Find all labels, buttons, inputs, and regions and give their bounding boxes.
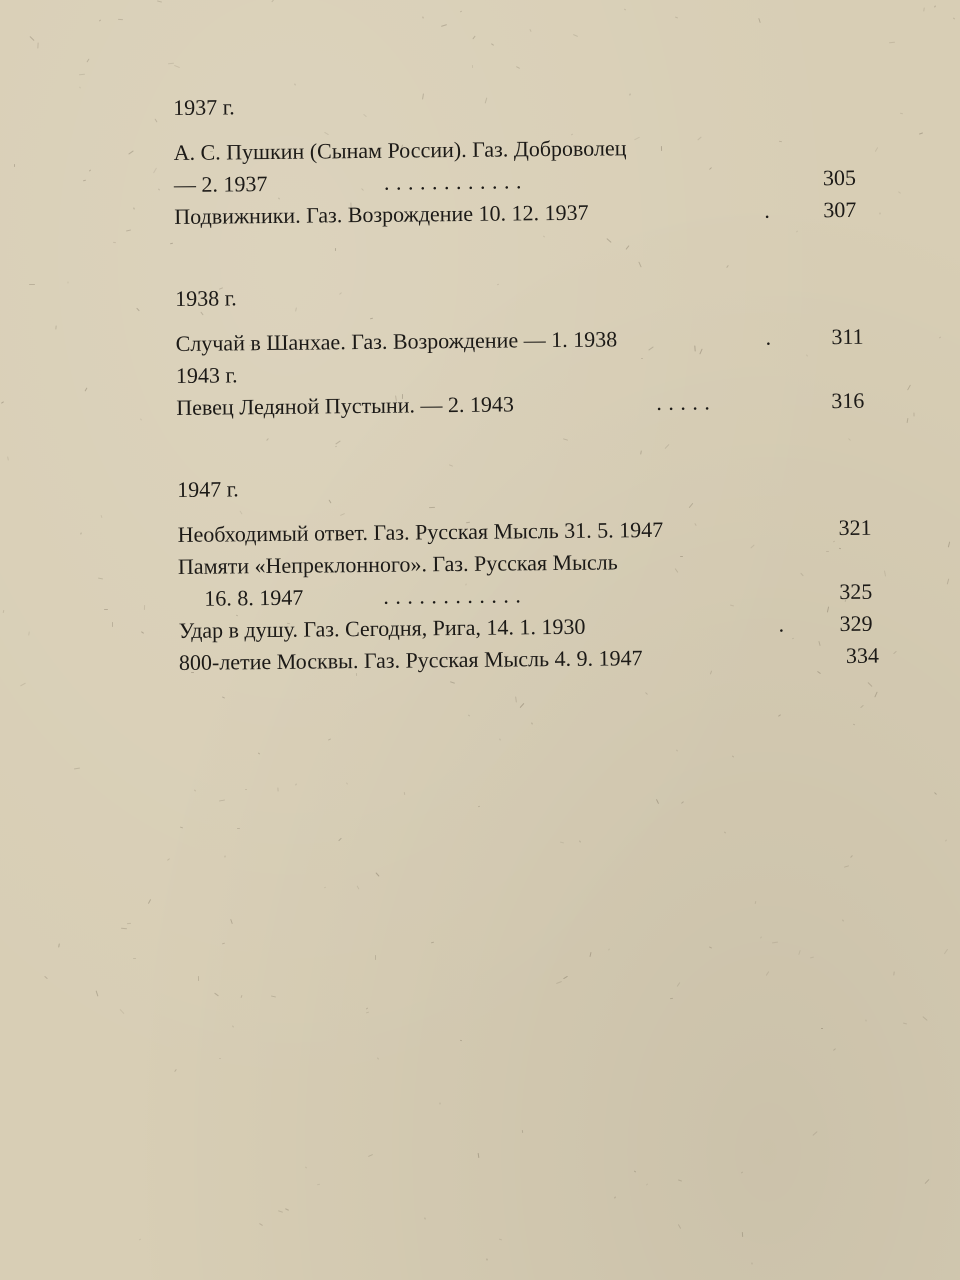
paper-fiber: [245, 789, 247, 790]
paper-fiber: [439, 1102, 440, 1104]
paper-fiber: [556, 981, 562, 984]
paper-fiber: [259, 1223, 263, 1226]
paper-fiber: [884, 570, 886, 576]
paper-fiber: [919, 132, 923, 134]
paper-fiber: [947, 578, 950, 584]
paper-fiber: [742, 1232, 743, 1237]
paper-fiber: [491, 43, 494, 45]
paper-fiber: [573, 34, 578, 37]
paper-fiber: [614, 1196, 616, 1198]
paper-fiber: [127, 923, 131, 924]
paper-fiber: [14, 164, 15, 167]
paper-fiber: [1, 401, 4, 403]
paper-fiber: [79, 86, 81, 88]
paper-fiber: [271, 0, 274, 2]
paper-fiber: [198, 976, 199, 981]
paper-fiber: [634, 1170, 636, 1172]
paper-fiber: [20, 683, 26, 687]
page-number: 311: [831, 323, 864, 350]
toc-entry-title: Удар в душу. Газ. Сегодня, Рига, 14. 1. 1930: [178, 613, 586, 643]
page-number: 321: [838, 514, 872, 541]
paper-fiber: [155, 119, 158, 123]
paper-fiber: [934, 5, 936, 7]
paper-fiber: [328, 738, 331, 740]
paper-fiber: [121, 928, 127, 930]
paper-fiber: [865, 1019, 866, 1021]
paper-fiber: [468, 714, 470, 716]
paper-fiber: [136, 308, 139, 312]
toc-entry-title: Необходимый ответ. Газ. Русская Мысль 31. 5. 1947: [177, 516, 664, 547]
paper-fiber: [531, 722, 533, 724]
paper-fiber: [44, 976, 48, 979]
paper-fiber: [317, 1184, 320, 1186]
paper-fiber: [893, 971, 894, 975]
paper-fiber: [898, 191, 901, 194]
paper-fiber: [277, 787, 278, 791]
paper-fiber: [153, 168, 157, 174]
paper-fiber: [732, 755, 734, 757]
paper-fiber: [953, 17, 955, 19]
paper-fiber: [170, 243, 173, 245]
paper-fiber: [810, 956, 814, 958]
leader-dots: . . . . . . . . . . . .: [383, 168, 523, 195]
paper-fiber: [285, 1208, 289, 1211]
paper-fiber: [157, 0, 162, 2]
paper-fiber: [821, 1028, 823, 1029]
paper-fiber: [798, 950, 800, 955]
paper-fiber: [37, 42, 38, 48]
paper-fiber: [833, 1048, 836, 1051]
paper-fiber: [258, 752, 260, 754]
section-year-1938: 1938 г.: [175, 285, 237, 311]
paper-fiber: [656, 799, 659, 804]
paper-fiber: [168, 63, 174, 65]
paper-fiber: [670, 998, 673, 999]
paper-fiber: [237, 828, 240, 829]
section-year-1943: 1943 г.: [175, 362, 238, 388]
paper-fiber: [889, 42, 895, 44]
paper-fiber: [772, 942, 778, 944]
paper-fiber: [79, 74, 85, 76]
paper-fiber: [180, 827, 183, 829]
page-number: 334: [845, 642, 880, 668]
paper-fiber: [375, 955, 376, 960]
paper-fiber: [560, 841, 564, 843]
toc-entry-title: Памяти «Непреклонного». Газ. Русская Мысль: [177, 549, 618, 579]
leader-dots: . . . . . . . . . . . .: [383, 582, 522, 609]
paper-fiber: [29, 36, 34, 41]
toc-entry-continuation: 16. 8. 1947: [204, 584, 304, 611]
paper-fiber: [120, 1009, 125, 1014]
paper-fiber: [357, 885, 360, 889]
paper-fiber: [148, 899, 151, 904]
paper-fiber: [676, 749, 678, 751]
paper-fiber: [85, 388, 88, 392]
leader-dots: .: [764, 197, 770, 223]
paper-fiber: [853, 724, 855, 726]
paper-fiber: [893, 651, 897, 654]
paper-fiber: [812, 1131, 817, 1136]
paper-fiber: [516, 66, 520, 69]
toc-entry-continuation: — 2. 1937: [173, 171, 268, 197]
paper-fiber: [677, 982, 681, 987]
paper-fiber: [766, 971, 770, 976]
paper-fiber: [422, 16, 423, 18]
paper-fiber: [741, 1172, 743, 1174]
paper-fiber: [158, 188, 160, 190]
paper-fiber: [133, 958, 136, 959]
paper-fiber: [89, 169, 91, 171]
paper-fiber: [758, 18, 760, 23]
paper-fiber: [219, 1058, 221, 1059]
toc-entry-title: Певец Ледяной Пустыни. — 2. 1943: [176, 391, 515, 420]
paper-fiber: [295, 783, 297, 785]
paper-fiber: [241, 995, 243, 998]
paper-fiber: [101, 515, 103, 518]
paper-fiber: [7, 456, 9, 460]
section-year-1937: 1937 г.: [173, 94, 235, 120]
paper-fiber: [460, 1040, 462, 1041]
toc-entry-moskva: [178, 640, 880, 679]
paper-fiber: [879, 212, 880, 214]
paper-fiber: [934, 792, 937, 795]
paper-fiber: [87, 59, 90, 63]
paper-fiber: [529, 29, 531, 32]
paper-fiber: [74, 768, 80, 770]
paper-fiber: [375, 872, 379, 876]
paper-fiber: [128, 150, 133, 154]
paper-fiber: [219, 799, 225, 801]
paper-fiber: [222, 696, 225, 698]
paper-fiber: [58, 943, 60, 947]
paper-fiber: [624, 9, 626, 11]
paper-fiber: [646, 1183, 648, 1185]
leader-dots: .: [765, 324, 772, 350]
paper-fiber: [755, 901, 757, 904]
paper-fiber: [80, 532, 81, 534]
paper-fiber: [945, 839, 947, 841]
paper-fiber: [948, 541, 950, 547]
paper-fiber: [900, 113, 903, 115]
leader-dots: . . . . .: [656, 389, 711, 415]
paper-fiber: [224, 855, 225, 857]
paper-fiber: [431, 942, 434, 944]
paper-fiber: [424, 1217, 425, 1219]
paper-fiber: [140, 418, 142, 420]
paper-fiber: [925, 1179, 930, 1184]
paper-fiber: [368, 1154, 373, 1157]
paper-fiber: [922, 1016, 927, 1021]
paper-fiber: [579, 840, 581, 842]
paper-fiber: [472, 36, 475, 40]
paper-fiber: [450, 681, 455, 683]
paper-fiber: [3, 610, 5, 613]
toc-entry-title: А. С. Пушкин (Сынам России). Газ. Доброволец: [173, 135, 627, 165]
paper-fiber: [520, 703, 525, 708]
paper-fiber: [194, 789, 196, 791]
paper-fiber: [99, 19, 101, 21]
paper-fiber: [83, 180, 86, 182]
paper-fiber: [366, 1007, 368, 1009]
paper-fiber: [28, 631, 30, 635]
paper-fiber: [133, 207, 134, 209]
paper-fiber: [214, 993, 219, 997]
paper-fiber: [98, 577, 103, 579]
paper-fiber: [944, 949, 948, 954]
paper-fiber: [377, 1057, 379, 1059]
paper-fiber: [67, 281, 68, 283]
paper-fiber: [913, 412, 914, 416]
toc-entry-title: Подвижники. Газ. Возрождение 10. 12. 1937: [174, 199, 589, 229]
paper-fiber: [478, 1153, 480, 1158]
paper-fiber: [139, 1239, 141, 1241]
paper-fiber: [55, 325, 56, 329]
paper-fiber: [278, 1210, 283, 1212]
paper-fiber: [681, 801, 684, 804]
paper-fiber: [675, 16, 678, 18]
paper-fiber: [29, 284, 35, 285]
toc-entry-title: 800-летие Москвы. Газ. Русская Мысль 4. 9. 1947: [178, 645, 643, 675]
paper-fiber: [338, 838, 342, 842]
paper-fiber: [478, 806, 480, 808]
paper-fiber: [499, 1239, 502, 1241]
paper-fiber: [113, 242, 116, 244]
paper-fiber: [939, 336, 941, 338]
paper-fiber: [404, 792, 406, 795]
paper-fiber: [346, 782, 348, 784]
page-number: 325: [839, 578, 873, 605]
paper-fiber: [608, 948, 610, 950]
paper-fiber: [751, 1262, 752, 1264]
paper-fiber: [232, 1025, 234, 1027]
paper-fiber: [324, 887, 326, 889]
paper-fiber: [499, 738, 501, 740]
toc-entry-title: Случай в Шанхае. Газ. Возрождение — 1. 1938: [175, 326, 618, 356]
paper-fiber: [174, 1069, 177, 1072]
paper-fiber: [460, 11, 462, 13]
page-number: 316: [831, 387, 865, 414]
paper-fiber: [366, 1012, 369, 1014]
paper-fiber: [472, 65, 473, 68]
paper-fiber: [126, 229, 131, 231]
paper-fiber: [104, 609, 108, 610]
paper-fiber: [645, 692, 648, 695]
paper-fiber: [907, 418, 909, 423]
section-year-1947: 1947 г.: [177, 476, 239, 502]
paper-fiber: [850, 855, 853, 858]
table-of-contents: [173, 85, 880, 679]
paper-fiber: [222, 943, 225, 945]
paper-fiber: [844, 865, 849, 867]
paper-fiber: [760, 936, 762, 938]
paper-fiber: [96, 990, 99, 996]
paper-fiber: [271, 995, 276, 997]
paper-fiber: [486, 1258, 487, 1260]
paper-fiber: [923, 7, 924, 11]
paper-fiber: [563, 976, 568, 979]
paper-fiber: [174, 65, 180, 68]
paper-fiber: [141, 631, 144, 633]
page-number: 307: [823, 196, 857, 223]
paper-fiber: [842, 919, 844, 921]
paper-fiber: [522, 1130, 523, 1133]
paper-fiber: [305, 1166, 307, 1168]
paper-fiber: [907, 385, 911, 391]
paper-fiber: [589, 952, 591, 957]
paper-fiber: [724, 831, 726, 833]
paper-fiber: [230, 919, 233, 924]
paper-fiber: [441, 24, 447, 27]
paper-fiber: [874, 692, 877, 698]
paper-fiber: [294, 83, 296, 85]
paper-fiber: [868, 682, 873, 687]
paper-fiber: [118, 19, 123, 20]
paper-fiber: [778, 714, 781, 717]
paper-fiber: [678, 1179, 682, 1181]
paper-fiber: [875, 147, 878, 152]
paper-fiber: [167, 858, 170, 861]
paper-fiber: [144, 605, 145, 610]
paper-fiber: [709, 946, 712, 948]
leader-dots: .: [778, 611, 785, 637]
paper-fiber: [860, 705, 864, 708]
paper-fiber: [515, 696, 517, 702]
paper-fiber: [112, 622, 113, 627]
paper-fiber: [678, 1224, 681, 1229]
page-number: 305: [822, 164, 857, 191]
page-number: 329: [839, 610, 873, 637]
paper-fiber: [903, 1022, 907, 1024]
